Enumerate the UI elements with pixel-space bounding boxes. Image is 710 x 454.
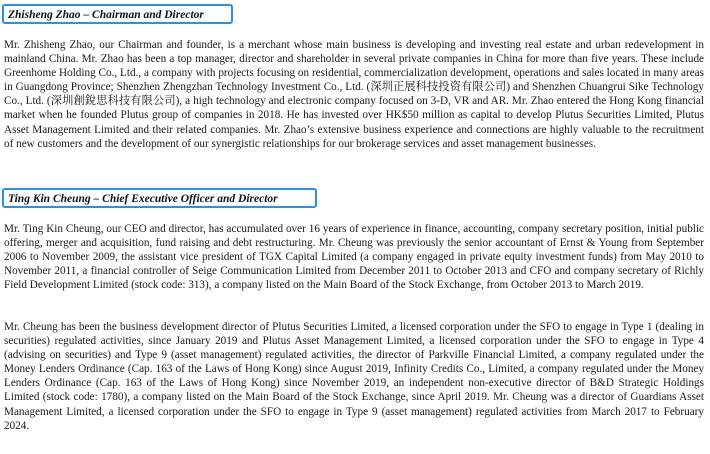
section-heading-cheung: Ting Kin Cheung – Chief Executive Officer and Director [8,193,278,205]
section-heading-zhao: Zhisheng Zhao – Chairman and Director [8,9,204,21]
section-heading-box-cheung [2,188,317,208]
bio-paragraph-cheung-2: Mr. Cheung has been the business development director of Plutus Securities Limited, a licensed corporation under the SFO to engage in Type 1 (dealing in securities) regulated activities, since January 2019 and Plutus Asset Management Limited, a licensed corporation under the SFO to engage in Type 4 (advising on securities) and Type 9 (asset management) regulated activities, the director of Parkville Financial Limited, a company regulated under the Money Lenders Ordinance (Cap. 163 of the Laws of Hong Kong) since August 2019, Infinity Credits Co., Limited, a company regulated under the Money Lenders Ordinance (Cap. 163 of the Laws of Hong Kong) since November 2019, an independent non-executive director of B&D Strategic Holdings Limited (stock code: 1780), a company listed on the Main Board of the Stock Exchange, since April 2019. Mr. Cheung was a director of Guardians Asset Management Limited, a licensed corporation under the SFO to engage in Type 9 (asset management) regulated activities from March 2017 to February 2024. [4,321,704,432]
bio-paragraph-zhao: Mr. Zhisheng Zhao, our Chairman and founder, is a merchant whose main business is developing and investing real estate and urban redevelopment in mainland China. Mr. Zhao has been a top manager, director and shareholder in several private companies in China for more than five years. These include Greenhome Holding Co., Ltd., a company with projects focusing on residential, commercialization development, operations and sales located in many areas in Guangdong Province; Shenzhen Zhengzhan Technology Investment Co., Ltd. (深圳正展科技投资有限公司) and Shenzhen Chuangrui Sike Technology Co., Ltd. (深圳創銳思科技有限公司), a high technology and electronic company focused on 3-D, VR and AR. Mr. Zhao entered the Hong Kong financial market when he founded Plutus group of companies in 2018. He has invested over HK$50 million as capital to develop Plutus Securities Limited, Plutus Asset Management Limited and their related companies. Mr. Zhao’s extensive business experience and connections are highly valuable to the recruitment of new customers and the development of our synergistic relationships for our brokerage services and asset management businesses. [4,39,704,150]
section-heading-box-zhao [2,4,233,24]
bio-paragraph-cheung-1: Mr. Ting Kin Cheung, our CEO and director, has accumulated over 16 years of experience in finance, accounting, company secretary position, initial public offering, merger and acquisition, fund raising and debt restructuring. Mr. Cheung was previously the senior accountant of Ernst & Young from September 2006 to November 2009, the assistant vice president of TGX Capital Limited (a company engaged in private equity investment funds) from May 2010 to November 2011, a financial controller of Seige Communication Limited from December 2011 to October 2013 and CFO and company secretary of Richly Field Development Limited (stock code: 313), a company listed on the Main Board of the Stock Exchange, from October 2013 to March 2019. [4,223,704,292]
